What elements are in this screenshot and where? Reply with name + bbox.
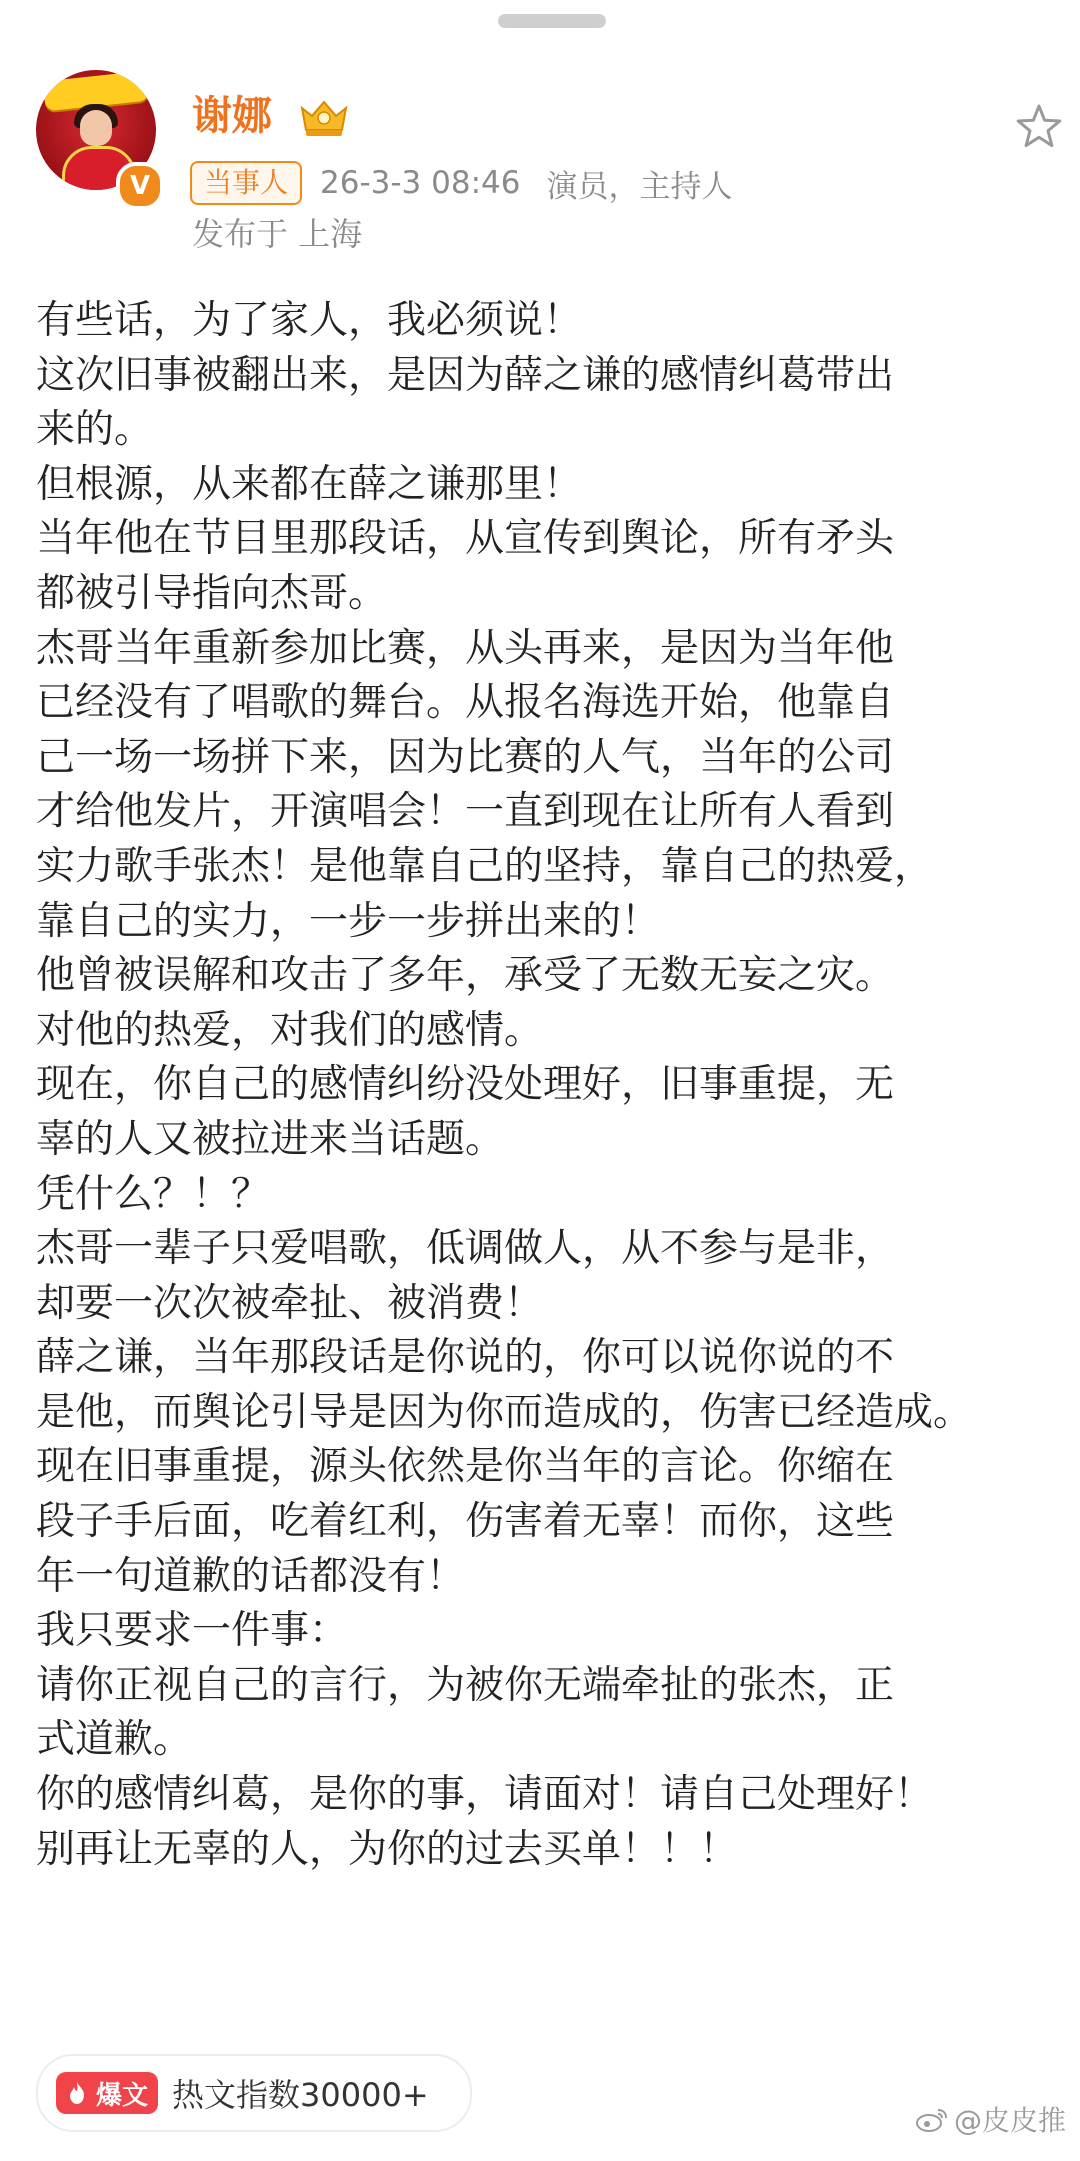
post-meta: [190, 160, 732, 206]
post-text-line: 杰哥一辈子只爱唱歌，低调做人，从不参与是非，: [36, 1226, 895, 1272]
star-icon[interactable]: [1012, 100, 1066, 154]
post-text-line: 杰哥当年重新参加比赛，从头再来，是因为当年他: [36, 625, 895, 671]
post-text-line: 现在旧事重提，源头依然是你当年的言论。你缩在: [36, 1444, 895, 1490]
watermark: [914, 2099, 1066, 2139]
post-text-line: 才给他发片，开演唱会！一直到现在让所有人看到: [36, 789, 895, 835]
post-text-line: 却要一次次被牵扯、被消费！: [36, 1280, 544, 1326]
svip-crown-icon[interactable]: [296, 96, 352, 140]
post-text-line: 是他，而舆论引导是因为你而造成的，伤害已经造成。: [36, 1389, 973, 1435]
post-location: 发布于 上海: [192, 215, 363, 253]
avatar-figure-face: [80, 110, 112, 146]
post-text-line: 这次旧事被翻出来，是因为薛之谦的感情纠葛带出: [36, 352, 895, 398]
post-text-line: 但根源，从来都在薛之谦那里！: [36, 461, 583, 507]
post-text-line: 现在，你自己的感情纠纷没处理好，旧事重提，无: [36, 1062, 895, 1108]
post-text-line: 已经没有了唱歌的舞台。从报名海选开始，他靠自: [36, 680, 895, 726]
post-text-line: 来的。: [36, 407, 154, 453]
post-text-line: 他曾被误解和攻击了多年，承受了无数无妄之灾。: [36, 953, 895, 999]
username[interactable]: 谢娜: [192, 93, 272, 139]
post-body: [36, 294, 1048, 1877]
hot-tag-label: 爆文: [96, 2080, 149, 2111]
watermark-text: @皮皮推: [953, 2104, 1066, 2137]
role-tag[interactable]: 当事人: [190, 161, 302, 205]
verified-icon: V: [116, 162, 164, 210]
post-text-line: 靠自己的实力，一步一步拼出来的！: [36, 898, 661, 944]
post-text-line: 薛之谦，当年那段话是你说的，你可以说你说的不: [36, 1335, 895, 1381]
post-text-line: 辜的人又被拉进来当话题。: [36, 1116, 505, 1162]
post-text-line: 对他的热爱，对我们的感情。: [36, 1007, 544, 1053]
post-text-line: 式道歉。: [36, 1717, 193, 1763]
fire-icon: [64, 2080, 90, 2106]
author-description: 演员，主持人: [546, 168, 733, 205]
hot-post-chip[interactable]: [36, 2054, 472, 2132]
post-text-line: 凭什么？！？: [36, 1171, 271, 1217]
drag-handle[interactable]: [498, 14, 606, 28]
post-text-line: 别再让无辜的人，为你的过去买单！！！: [36, 1826, 739, 1872]
post-text-line: 段子手后面，吃着红利，伤害着无辜！而你，这些: [36, 1499, 895, 1545]
post-text-line: 我只要求一件事：: [36, 1608, 349, 1654]
hot-index-text: 热文指数30000+: [172, 2076, 429, 2114]
hot-tag: [56, 2072, 158, 2114]
post-text-line: 实力歌手张杰！是他靠自己的坚持，靠自己的热爱，: [36, 843, 934, 889]
post-text-line: 年一句道歉的话都没有！: [36, 1553, 466, 1599]
post-text-line: 当年他在节目里那段话，从宣传到舆论，所有矛头: [36, 516, 895, 562]
weibo-logo-icon: [914, 2104, 950, 2134]
post-text-line: 都被引导指向杰哥。: [36, 570, 388, 616]
post-text-line: 你的感情纠葛，是你的事，请面对！请自己处理好！: [36, 1772, 934, 1818]
post-text-line: 请你正视自己的言行，为被你无端牵扯的张杰，正: [36, 1662, 895, 1708]
post-text-line: 己一场一场拼下来，因为比赛的人气，当年的公司: [36, 734, 895, 780]
post-timestamp: 26-3-3 08:46: [320, 165, 521, 201]
post-text-line: 有些话，为了家人，我必须说！: [36, 298, 583, 343]
